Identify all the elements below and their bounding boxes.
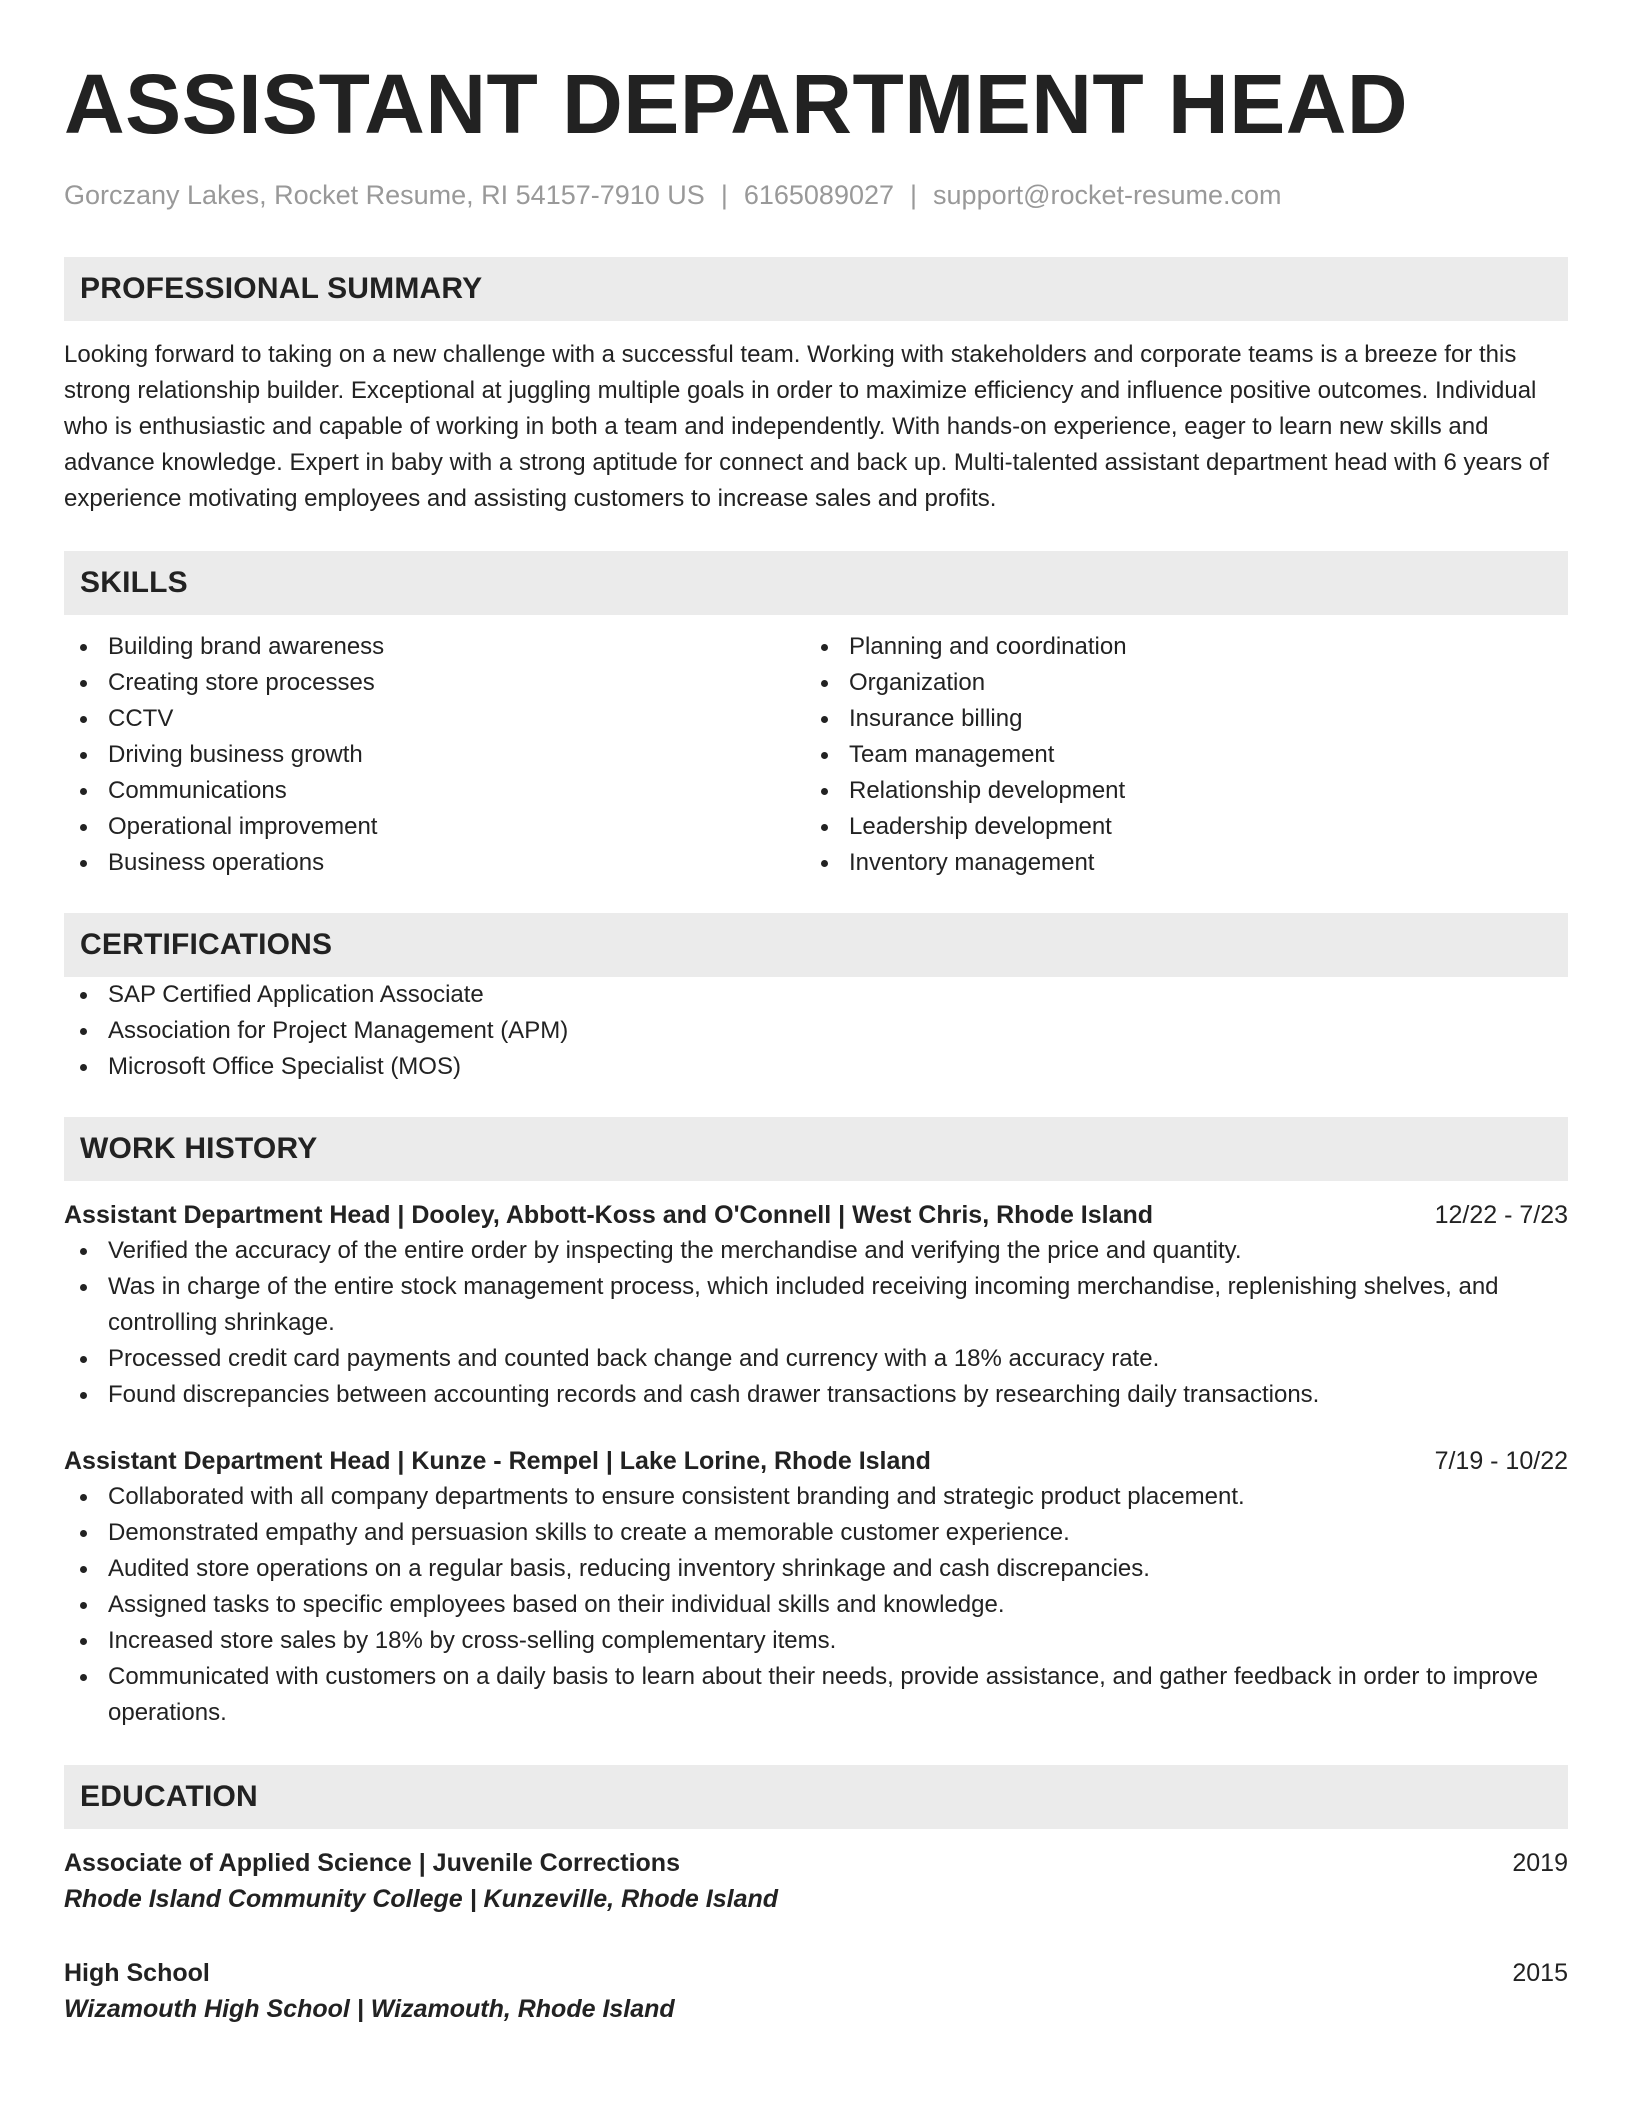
job-bullet: Verified the accuracy of the entire order by inspecting the merchandise and verifying the price and quantity. xyxy=(64,1233,1568,1269)
job-bullet: Assigned tasks to specific employees based on their individual skills and knowledge. xyxy=(64,1587,1568,1623)
section-header-work-history: WORK HISTORY xyxy=(64,1117,1568,1181)
section-header-skills: SKILLS xyxy=(64,551,1568,615)
skill-item: Inventory management xyxy=(805,845,1546,881)
job-title: Assistant Department Head | Kunze - Rempel | Lake Lorine, Rhode Island xyxy=(64,1447,931,1475)
skill-item: Planning and coordination xyxy=(805,629,1546,665)
certification-item: SAP Certified Application Associate xyxy=(64,977,1568,1013)
education-header xyxy=(64,1955,1568,1991)
job-bullet: Communicated with customers on a daily basis to learn about their needs, provide assistance, and gather feedback in order to improve operations. xyxy=(64,1659,1568,1731)
certification-item: Association for Project Management (APM) xyxy=(64,1013,1568,1049)
job-bullet: Found discrepancies between accounting records and cash drawer transactions by researching daily transactions. xyxy=(64,1377,1568,1413)
section-header-certifications: CERTIFICATIONS xyxy=(64,913,1568,977)
education-school: Rhode Island Community College | Kunzeville, Rhode Island xyxy=(64,1885,779,1913)
skill-item: Organization xyxy=(805,665,1546,701)
education-header xyxy=(64,1845,1568,1881)
skill-item: CCTV xyxy=(64,701,805,737)
job-bullet: Increased store sales by 18% by cross-selling complementary items. xyxy=(64,1623,1568,1659)
contact-address: Gorczany Lakes, Rocket Resume, RI 54157-7910 US xyxy=(64,180,705,210)
skill-item: Operational improvement xyxy=(64,809,805,845)
job-title: Assistant Department Head | Dooley, Abbott-Koss and O'Connell | West Chris, Rhode Island xyxy=(64,1201,1154,1229)
job-dates: 7/19 - 10/22 xyxy=(1434,1447,1568,1475)
job-bullet-list xyxy=(64,1479,1568,1731)
skill-item: Leadership development xyxy=(805,809,1546,845)
job-bullet: Audited store operations on a regular basis, reducing inventory shrinkage and cash discrepancies. xyxy=(64,1551,1568,1587)
certification-item: Microsoft Office Specialist (MOS) xyxy=(64,1049,1568,1085)
skill-item: Business operations xyxy=(64,845,805,881)
job-dates: 12/22 - 7/23 xyxy=(1434,1201,1568,1229)
job-header xyxy=(64,1443,1568,1479)
skill-item: Creating store processes xyxy=(64,665,805,701)
skill-item: Communications xyxy=(64,773,805,809)
skill-item: Relationship development xyxy=(805,773,1546,809)
job-header xyxy=(64,1197,1568,1233)
education-entry xyxy=(64,1955,1568,2027)
contact-separator: | xyxy=(910,180,918,210)
section-header-education: EDUCATION xyxy=(64,1765,1568,1829)
skills-list-right xyxy=(805,629,1546,881)
skill-item: Driving business growth xyxy=(64,737,805,773)
education-year: 2015 xyxy=(1512,1959,1568,1987)
skill-item: Insurance billing xyxy=(805,701,1546,737)
education-school: Wizamouth High School | Wizamouth, Rhode Island xyxy=(64,1995,675,2023)
skill-item: Team management xyxy=(805,737,1546,773)
certifications-list xyxy=(64,977,1568,1085)
education-degree: Associate of Applied Science | Juvenile Corrections xyxy=(64,1849,680,1877)
skills-column-right xyxy=(805,629,1546,881)
skill-item: Building brand awareness xyxy=(64,629,805,665)
job-entry xyxy=(64,1197,1568,1413)
contact-line xyxy=(64,178,1568,212)
job-bullet: Demonstrated empathy and persuasion skills to create a memorable customer experience. xyxy=(64,1515,1568,1551)
job-bullet: Was in charge of the entire stock management process, which included receiving incoming merchandise, replenishing shelves, and controlling shrinkage. xyxy=(64,1269,1568,1341)
job-bullet-list xyxy=(64,1233,1568,1413)
education-entry xyxy=(64,1845,1568,1917)
section-header-summary: PROFESSIONAL SUMMARY xyxy=(64,257,1568,321)
contact-phone: 6165089027 xyxy=(743,180,895,210)
education-year: 2019 xyxy=(1512,1849,1568,1877)
job-bullet: Processed credit card payments and counted back change and currency with a 18% accuracy rate. xyxy=(64,1341,1568,1377)
skills-grid xyxy=(64,629,1568,881)
summary-text: Looking forward to taking on a new challenge with a successful team. Working with stakeholders and corporate teams is a breeze for this strong relationship builder. Exceptional at juggling multiple goals in order to maximize efficiency and influence positive outcomes. Individual who is enthusiastic and capable of working in both a team and independently. With hands-on experience, eager to learn new skills and advance knowledge. Expert in baby with a strong aptitude for connect and back up. Multi-talented assistant department head with 6 years of experience motivating employees and assisting customers to increase sales and profits. xyxy=(64,341,1549,512)
job-bullet: Collaborated with all company departments to ensure consistent branding and strategic product placement. xyxy=(64,1479,1568,1515)
education-degree: High School xyxy=(64,1959,210,1987)
resume-name-heading: ASSISTANT DEPARTMENT HEAD xyxy=(64,57,1409,151)
contact-separator: | xyxy=(720,180,728,210)
contact-email: support@rocket-resume.com xyxy=(933,180,1282,210)
skills-list-left xyxy=(64,629,805,881)
job-entry xyxy=(64,1443,1568,1731)
skills-column-left xyxy=(64,629,805,881)
